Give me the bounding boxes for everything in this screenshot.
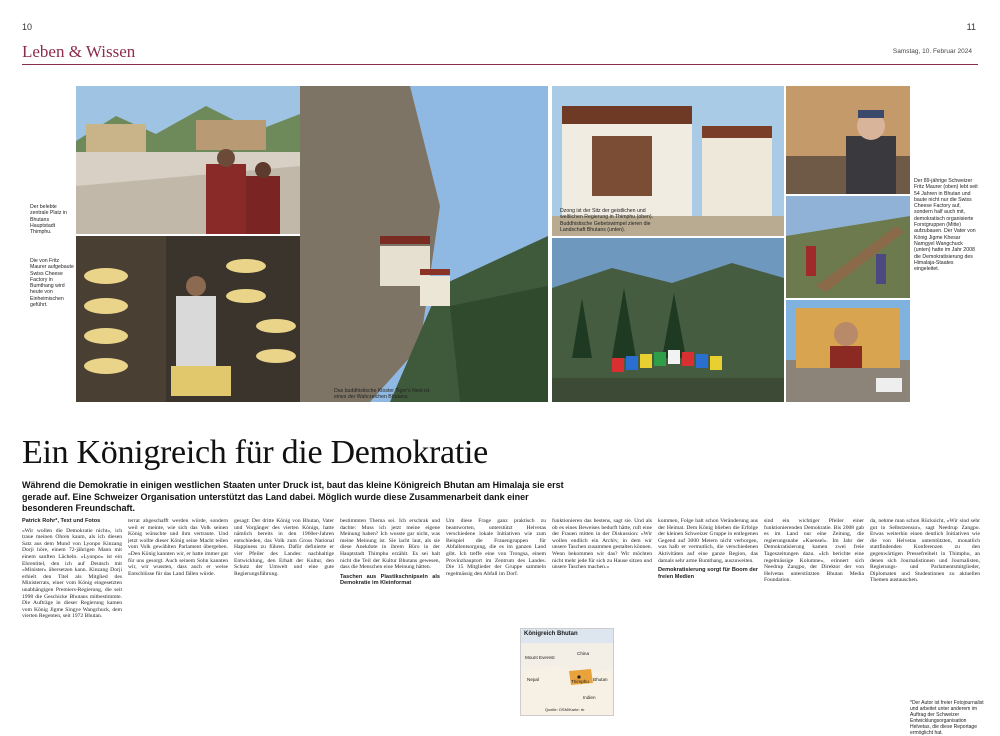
column-1: [22, 518, 122, 728]
column-8: [764, 518, 864, 728]
photo-fritz-maurer: [786, 86, 910, 194]
lead-paragraph: Während die Demokratie in einigen westlichen Staaten unter Druck ist, baut das kleine Königreich Bhutan am Himalaja sie erst gerade auf. Eine Schweizer Organisation unterstützt das Land dabei. Möglich wurde diese Zusammenarbeit dank einer besonderen Freundschaft.: [22, 480, 564, 513]
caption-dzong: Dzong ist der Sitz der geistlichen und weltlichen Regierung in Thimphu (oben). Buddhistische Gebetswimpel zieren die Landschaft Bhutans (unten).: [560, 208, 654, 233]
map-label: Bhutan: [593, 677, 608, 682]
page-number-right: 11: [966, 22, 976, 32]
column-2: [128, 518, 228, 728]
column-text: bestimmten Thema sei. Ich erschrak und dachte: Muss ich jetzt meine eigene Meinung haben? Ich wusste gar nicht, was meine Meinung ist. Sie lacht laut, als sie diese Anekdote in ihrem Büro in der Hauptstadt Thimphu erzählt. Es sei halt nicht die Teil der Kultur Bhutans gewesen, dass die Menschen eine Meinung hätten.: [340, 518, 440, 571]
column-text: Um diese Frage ganz praktisch zu beantworten, unterstützt Helvetas verschiedene lokale Initiativen wie zum Beispiel die Frauengruppen für Abfallentsorgung, die es im ganzen Land gibt. Ich treffe eine von Trongsa, einem Provinzhauptort im Zentrum des Landes. Die 15 Mitglieder der Gruppe sammeln regelmässig den Abfall im Dorf.: [446, 518, 546, 577]
map-label: Indien: [583, 695, 596, 700]
caption-cheese: Die von Fritz Maurer aufgebaute Swiss Cheese Factory in Bumthang wird heute von Einheimischen geführt.: [30, 258, 74, 309]
byline: Patrick Rohr*, Text und Fotos: [22, 518, 101, 524]
map-label: China: [577, 651, 590, 656]
column-3: [234, 518, 334, 728]
column-6: [552, 518, 652, 622]
section-title: Leben & Wissen: [22, 42, 136, 61]
column-text: kommen, Folge halt schon Veränderung aus der Heimat. Dem König blieben die Erfolge der kleinen Schweizer Gruppe in entlegenen Gegend auf 3000 Metern nicht verborgen, was halb er vermutlich, die verschiedenen Aktivitäten auf eine ganze Region, das damals sehr arme Bumthang, auszuweiten.: [658, 518, 758, 564]
column-text: «Wir wollen die Demokratie nicht», ich traue meinen Ohren kaum, als ich diesen Satz aus dem Mund von Lyonpo Kinzang Dorji höre, einem 72-jährigen Mann mit einem sanften Lächeln. «Lyonpo» ist ein Ehrentitel, den ich auf Deutsch mit «Minister» übersetzen kann. Kinzang Dorji erhielt den Titel als Mitglied des Ministerrats, einer vom König eingesetzten unabhängigen Premiers-Regierung, die seit 1998 die Geschicke Bhutans mitbestimmte. Die Aufträge in dieser Regierung kamen vom König Jigme Singye Wangchuck, dem vierten Regenten, seit 1972 Bhutan.: [22, 527, 122, 620]
column-9: [870, 518, 980, 694]
section-rule: [22, 64, 978, 65]
map-label: Mount Everest: [525, 655, 555, 660]
column-text: terrat abgeschafft werden würde, sondern weil er meinte, wie sich das Volk seinen König wünschte und ihm vertraute. Und jetzt wollte dieser König seine Macht teilen vom Volk gewählten Parlament übergeben. «Den König kannten wir, er hatte immer gut für uns gesorgt. Auch seinem Sohn kannten wir, wir wussten, dass auch er weise Entschlüsse für das Land fällen würde.: [128, 518, 228, 577]
caption-tigers-nest: Das buddhistische Kloster Tiger's Nest ist eines der Wahrzeichen Bhutans.: [334, 388, 430, 401]
photo-plaza: [76, 86, 300, 234]
subhead-2: Demokratisierung sorgt für Boom der freien Medien: [658, 567, 758, 580]
page-number-left: 10: [22, 22, 33, 32]
column-text: gesagt: Der dritte König von Bhutan, Vater und Vorgänger des vierten Königs, hatte nämlich bereits in den 1960er-Jahren entschieden, das Volk zum Gross National Happiness zu führen. Dafür definierte er vier Pfeiler des Landes: nachhaltige Entwicklung, den Erhalt der Kultur, den Schutz der Umwelt und eine gute Regierungsführung.: [234, 518, 334, 577]
photo-forest-group: [786, 196, 910, 298]
column-text: funktionieren das bestens, sagt sie. Und als ob es eines Beweises bedurft hätte, ruft eine der Frauen mitten in der Diskussion: «Wir wollen endlich ein Archiv, in dem wir unsere Taschen zusammen gestalten können. Wenn bekommen wir das? Wir möchten nicht mehr jede für sich zu Hause sitzen und unsere Taschen machen.»: [552, 518, 652, 571]
date-line: Samstag, 10. Februar 2024: [892, 48, 972, 55]
caption-maurer: Der 89-jährige Schweizer Fritz Maurer (oben) lebt seit 54 Jahren in Bhutan und baute nicht nur die Swiss Cheese Factory auf, sondern half auch mit, demokratisch organisierte Forstgruppen (Mitte) aufzubauen. Der Vater von König Jigme Khesar Namgyel Wangchuck (unten) hatte im Jahr 2008 die Demokratisierung des Himalaja-Staates eingeleitet.: [914, 178, 978, 273]
photo-cheese-factory: [76, 236, 300, 402]
column-7: [658, 518, 758, 728]
column-text: sind ein wichtiger Pfeiler einer funktionierenden Demokratie. Bis 2008 gab es im Land nur eine Zeitung, die regierungsnahe «Kuensel». Im Jahr der Demokratisierung kamen zwei freie Tageszeitungen dazu. «Ich berichte eine regelmässige Kolumne», erinnert sich Needrup Zangpo, der Direktor der von Helvetas unterstützten Bhutan Media Foundation.: [764, 518, 864, 584]
column-4: [340, 518, 440, 728]
map-label: Nepal: [527, 677, 540, 682]
caption-plaza: Der belebte zentrale Platz in Bhutans Hauptstadt Thimphu.: [30, 204, 67, 236]
map-source: Quelle: OSM/Karte: rb: [545, 707, 585, 712]
subhead-1: Taschen aus Plastikschnipseln als Demokratie im Kleinformat: [340, 573, 440, 587]
photo-prayer-flags: [552, 238, 784, 402]
map-bhutan: [520, 628, 614, 716]
photo-king-billboard: [786, 300, 910, 402]
headline: Ein Königreich für die Demokratie: [22, 434, 488, 471]
footnote: *Der Autor ist freier Fotojournalist und arbeitet unter anderem im Auftrag der Schweizer Entwicklungsorganisation Helvetas, die diese Reportage ermöglicht hat.: [910, 700, 984, 736]
column-text: da, nehme man schon Rücksicht, «Wir sind sehr gut in Selbstzensur», sagt Needrup Zangpo. Etwas weiterhin einen deutlich Initiativen wie die von Helvetas unterstützten, monatlich stattfindenden Konferenzen zu den gegenwärtigen Pressefreiheit in Thimphu, an denen sich Journalistinnen und Journalisten, Regierungs- und Parlamentsmitglieder, Diplomaten und Studentinnen zu aktuellen Themen austauschen.: [870, 518, 980, 584]
map-title: Königreich Bhutan: [524, 631, 578, 637]
photo-tigers-nest: [300, 86, 548, 402]
map-label: Thimphu: [571, 679, 589, 684]
